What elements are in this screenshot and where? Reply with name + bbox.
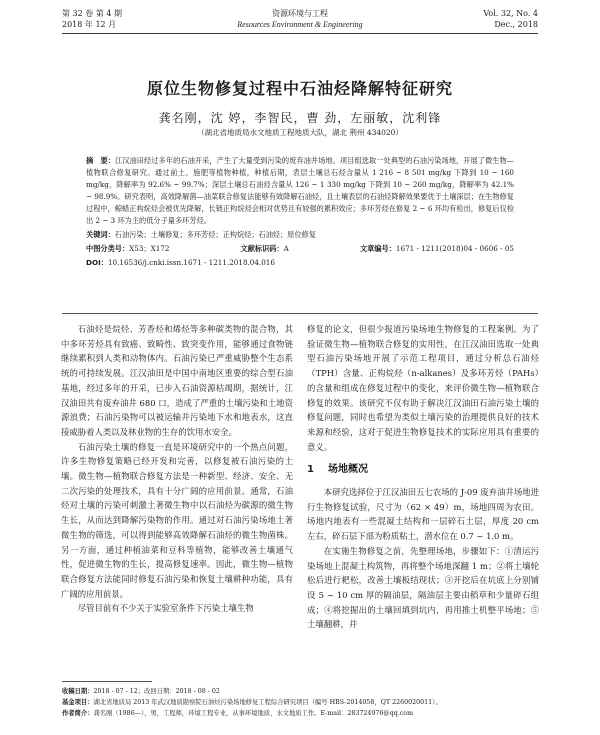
running-header bbox=[62, 6, 538, 46]
paper-title: 原位生物修复过程中石油烃降解特征研究 bbox=[146, 79, 453, 98]
footnote-rule bbox=[62, 681, 152, 682]
body-paragraph: 本研究选择位于江汉油田五七农场的 J-09 废弃油井场地进行生物修复试验，尺寸为（62 × 49）m，场地四周为农田。场地内地表有一些混凝土结构和一层碎石土层，厚度 20 cm 左右，碎石层下部为粉质粘土，潜水位在 0.7 ~ 1.0 m。 bbox=[307, 487, 539, 542]
abstract-rule bbox=[62, 313, 538, 314]
abstract: 摘 要：江汉油田经过多年的石油开采，产生了大量受到污染的废弃油井场地。项目组选取一处典型的石油污染场地，开展了微生物—植物联合修复研究。通过前土、施肥等植物种植，种植后期，表层土壤总石烃含量从 1 216 ~ 8 501 mg/kg 下降到 10 ~ 160 mg/kg，降解率为 92.6% ~ 99.7%；深层土壤总石油烃含量从 126 ~ 1 330 mg/kg 下降到 10 ~ 260 mg/kg，降解率为 42.1% ~ 98.9%。研究表明，高效降解菌—油菜联合修复法能够有效降解石油烃，且土壤表层的石油烃降解效果要优于土壤深层；在生物修复过程中，鲸蜡正构烷烃会被优先降解，长链正构烷烃会相对优势且有较强的累积效应；多环芳烃在修复 2 ~ 6 环均有检出，修复后仅检出 2 ~ 3 环为主的低分子量多环芳烃。 bbox=[86, 156, 514, 225]
footnote-funding: 基金项目：湖北省地质局 2013 年武汉地质勘察院石油烃污染场地修复工程综合研究项目（编号 HBS-2014058，QT 2260020011）。 bbox=[62, 699, 442, 706]
header-volume-en: Vol. 32, No. 4 Dec., 2018 bbox=[483, 9, 538, 29]
right-column bbox=[307, 322, 539, 632]
abstract-block bbox=[86, 155, 514, 269]
section-heading: 1 场地概况 bbox=[307, 464, 368, 476]
author-list: 龚名刚，沈 婷，李智民，曹 劲，左丽敏，沈利锋 bbox=[158, 111, 442, 125]
body-paragraph: 石油污染土壤的修复一直是环境研究中的一个热点问题，许多生物修复策略已经开发和完善，以修复被石油污染的土壤。微生物—植物联合修复方法是一种新型、经济、安全、无二次污染的处理技术，具有十分广阔的应用前景。通常，石油烃对土壤的污染可刺激土著微生物中以石油烃为碳源的微生物生长，从而达到降解污染物的作用。通过对石油污染场地土著微生物的筛选，可以得到能够高效降解石油烃的微生物菌株。另一方面，通过种植油菜和豆科等植物，能够改善土壤通气性，促进微生物的生长，提高修复速率。因此，微生物—植物联合修复方法能同时修复石油污染和恢复土壤耕种功能，具有广阔的应用前景。 bbox=[61, 441, 293, 599]
clc-number: 中图分类号：X53；X172 bbox=[86, 244, 170, 253]
body-paragraph: 修复的论文，但很少报道污染场地生物修复的工程案例。为了验证微生物—植物联合修复的实用性，在江汉油田选取一处典型石油污染场地开展了示范工程项目，通过分析总石油烃（TPH）含量、正构烷烃（n-alkanes）及多环芳烃（PAHs）的含量和组成在修复过程中的变化，来评价微生物—植物联合修复的效果。该研究不仅有助于解决江汉油田石油污染土壤的修复问题，同时也希望为类似土壤污染的治理提供良好的技术来源和经验，这对于促进生物修复技术的实际应用具有重要的意义。 bbox=[307, 324, 539, 452]
article-number: 文章编号：1671 - 1211(2018)04 - 0606 - 05 bbox=[359, 244, 514, 253]
doi: DOI：10.16536/j.cnki.issn.1671 - 1211.2018.04.016 bbox=[86, 258, 275, 267]
keywords: 关键词：石油污染；土壤修复；多环芳烃；正构烷烃；石油烃；原位修复 bbox=[86, 230, 317, 239]
footnotes bbox=[62, 686, 538, 719]
footnote-author: 作者简介：龚名刚（1986—），男，工程师，环境工程专业，从事环境地质、水文地质工作。E-mail：283724976@qq.com bbox=[62, 710, 414, 717]
body-paragraph: 尽管目前有不少关于实验室条件下污染土壤生物 bbox=[77, 603, 254, 614]
body-paragraph: 石油烃是烷烃、芳香烃和烯烃等多种碳类物的混合物，其中多环芳烃具有致癌、致畸性、致突变作用，能够通过食物链继续累积到人类和动物体内。石油污染已严重威胁整个生态系统的可持续发展。江汉油田是中国中南地区重要的综合型石油基地，经过多年的开采，已步入石油资源枯竭期，据统计，江汉油田共有废弃油井 680 口，造成了严重的土壤污染和土地资源浪费；石油污染物可以被运输并污染地下水和地表水，这直接威胁着人类以及林业物的生存的饮用水安全。 bbox=[61, 324, 293, 437]
footnote-received: 收稿日期：2018 - 07 - 12；改回日期：2018 - 08 - 02 bbox=[62, 688, 220, 695]
header-rule bbox=[62, 33, 538, 34]
left-column bbox=[61, 322, 293, 616]
header-journal: 资源环境与工程 Resources Environment & Engineering bbox=[237, 9, 363, 29]
header-volume: 第 32 卷 第 4 期 2018 年 12 月 bbox=[62, 9, 122, 29]
affiliation: （湖北省地质局水文地质工程地质大队，湖北 荆州 434020） bbox=[197, 128, 403, 137]
classification-row bbox=[86, 243, 514, 255]
document-code: 文献标识码：A bbox=[240, 244, 289, 253]
body-paragraph: 在实施生物修复之前，先整理场地，步骤如下：①清运污染场地上混凝土构筑物，再将整个场地深翻 1 m；②将土壤轮松后进行耙松，改善土壤板结现状；③开挖后在坑底上分别铺设 5 ~ 10 cm 厚的隔油层，隔油层主要由稻草和少量碎石组成；④将挖掘出的土壤回填到坑内，再用推土机整平场地；⑤土壤翻耕，并 bbox=[307, 545, 539, 630]
